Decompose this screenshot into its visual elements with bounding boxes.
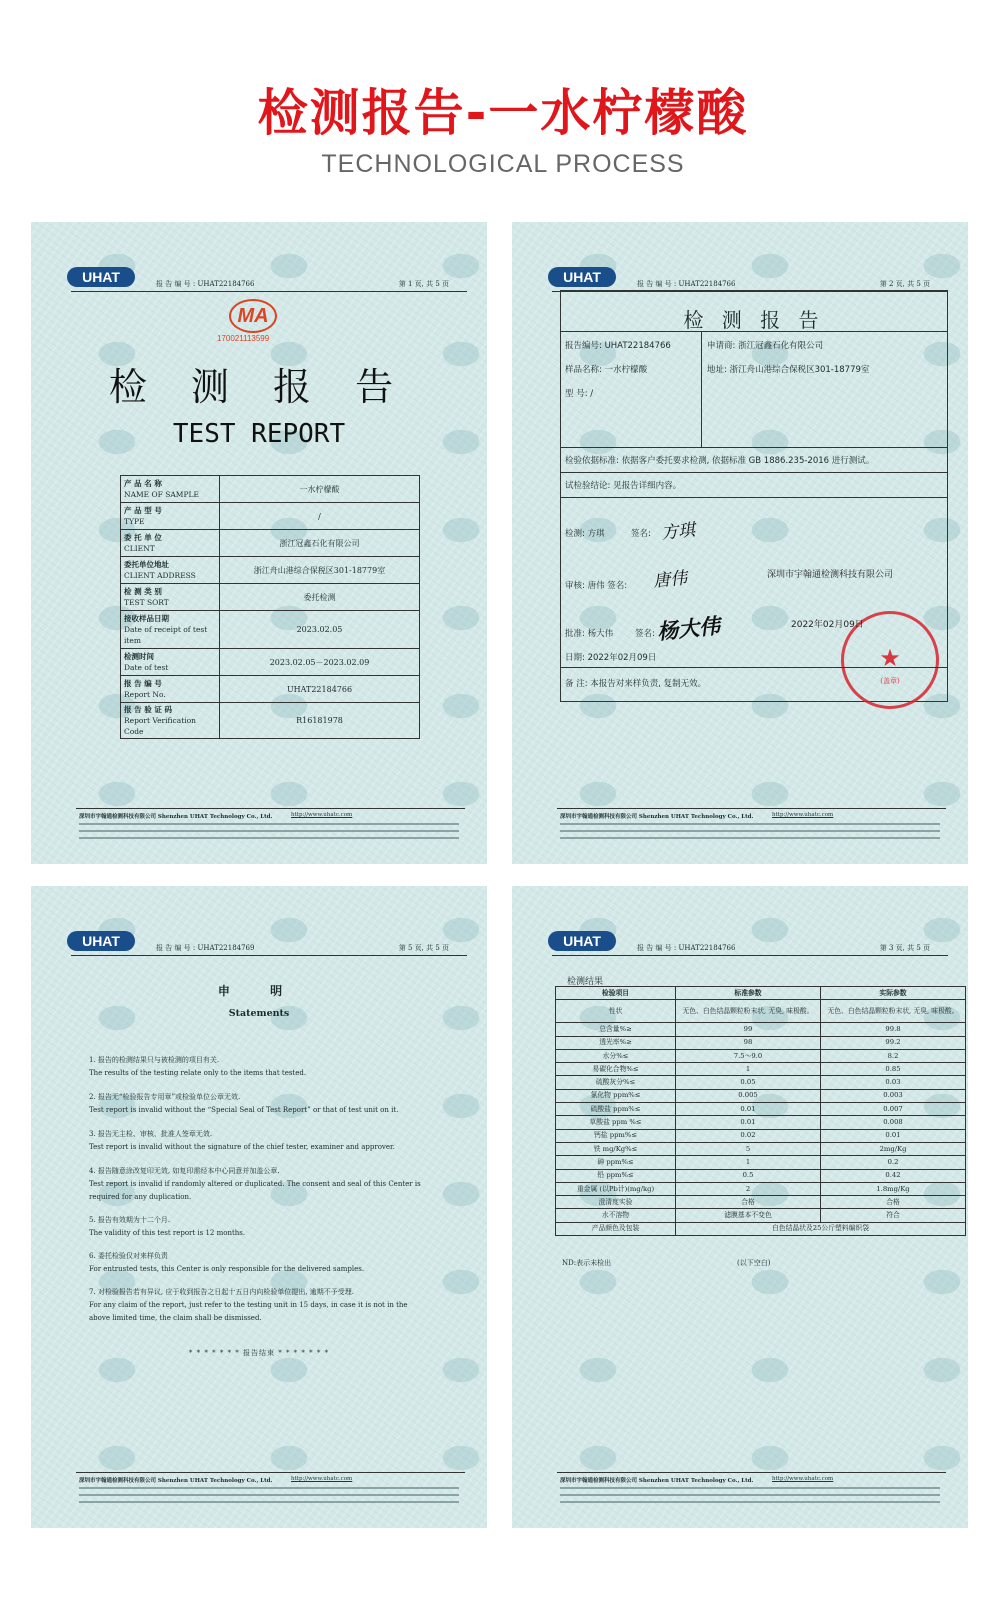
row-label-en: Report No.	[124, 690, 166, 699]
standard-cell: 5	[676, 1142, 821, 1155]
statement-cn: 5. 报告有效期为十二个月.	[89, 1216, 171, 1224]
footer-url: http://www.uhatc.com	[291, 1476, 353, 1482]
page-subtitle: TECHNOLOGICAL PROCESS	[321, 150, 685, 178]
report-end-marker: * * * * * * * 报告结束 * * * * * * *	[188, 1349, 330, 1357]
seal-company: 深圳市宇翰通检测科技有限公司	[767, 570, 894, 580]
divider	[561, 497, 947, 498]
footer-fine-print	[79, 1487, 459, 1489]
table-row	[121, 676, 420, 703]
row-label-cn: 接收样品日期	[124, 614, 169, 623]
item-cell: 硫酸盐 ppm%≤	[556, 1103, 676, 1116]
column-header: 检验项目	[556, 987, 676, 1000]
uhat-badge: UHAT	[67, 931, 135, 951]
footer-fine-print	[560, 823, 940, 825]
item-cell: 澄清度实验	[556, 1196, 676, 1209]
standard-cell: 0.005	[676, 1089, 821, 1102]
actual-cell: 99.2	[821, 1036, 966, 1049]
address-field: 地址: 浙江舟山港综合保税区301-18779室	[707, 365, 870, 375]
uhat-badge: UHAT	[67, 267, 135, 287]
report-statements-page	[31, 886, 487, 1528]
standard-cell: 7.5～9.0	[676, 1049, 821, 1062]
actual-cell: 0.007	[821, 1103, 966, 1116]
statement-en: For entrusted tests, this Center is only responsible for the delivered samples.	[89, 1265, 365, 1273]
row-label-en: CLIENT ADDRESS	[124, 571, 196, 580]
uhat-badge: UHAT	[548, 931, 616, 951]
footer-rule	[557, 808, 946, 809]
table-row	[121, 649, 420, 676]
footer-fine-print	[560, 1487, 940, 1489]
report-number: 报 告 编 号 : UHAT22184766	[637, 944, 736, 952]
seal-date: 2022年02月09日	[791, 620, 864, 630]
row-label-en: Date of test	[124, 663, 169, 672]
row-value: 浙江冠鑫石化有限公司	[220, 530, 420, 557]
actual-cell: 0.01	[821, 1129, 966, 1142]
tester-field: 检测: 方琪	[565, 529, 605, 539]
footer-fine-print	[560, 1494, 940, 1496]
actual-cell: 无色、白色结晶颗粒粉末状, 无臭, 味极酸。	[821, 1000, 966, 1023]
basis-field: 检验依据标准: 依据客户委托要求检测, 依据标准 GB 1886.235-2016 进行测试。	[565, 456, 875, 466]
sample-name-field: 样品名称: 一水柠檬酸	[565, 365, 648, 375]
statement-item	[89, 1054, 429, 1080]
summary-title: 检 测 报 告	[683, 308, 825, 332]
row-label-en: TYPE	[124, 517, 145, 526]
table-row	[556, 1036, 966, 1049]
cover-info-table	[120, 475, 420, 739]
statement-en: For any claim of the report, just refer to the testing unit in 15 days, in case it is not in the above limited time, the claim shall be dismissed.	[89, 1301, 408, 1322]
uhat-badge: UHAT	[548, 267, 616, 287]
merged-value-cell: 白色结晶状及25公斤塑料编织袋	[676, 1222, 966, 1235]
statement-en: Test report is invalid if randomly altered or duplicated. The consent and seal of this Center is required for any duplication.	[89, 1180, 421, 1201]
row-value: 一水柠檬酸	[220, 476, 420, 503]
statement-en: The results of the testing relate only to the items that tested.	[89, 1069, 307, 1077]
table-row	[121, 611, 420, 649]
actual-cell: 2mg/Kg	[821, 1142, 966, 1155]
statement-cn: 4. 报告随意涂改复印无效, 如复印需经本中心同意并加盖公章.	[89, 1167, 280, 1175]
report-no-field: 报告编号: UHAT22184766	[565, 341, 671, 351]
standard-cell: 2	[676, 1182, 821, 1195]
actual-cell: 8.2	[821, 1049, 966, 1062]
standard-cell: 0.5	[676, 1169, 821, 1182]
standard-cell: 0.01	[676, 1116, 821, 1129]
statement-item	[89, 1286, 429, 1325]
table-row	[556, 1169, 966, 1182]
row-label-cn: 产 品 名 称	[124, 479, 162, 488]
table-row	[556, 1076, 966, 1089]
footer-fine-print	[560, 830, 940, 832]
statement-cn: 7. 对检验报告若有异议, 应于收到报告之日起十五日内向检验单位提出, 逾期不予受理.	[89, 1288, 355, 1296]
footer-company: 深圳市宇翰通检测科技有限公司 Shenzhen UHAT Technology Co., Ltd.	[79, 814, 273, 820]
item-cell: 氯化物 ppm%≤	[556, 1089, 676, 1102]
item-cell: 铁 mg/Kg%≤	[556, 1142, 676, 1155]
divider	[561, 472, 947, 473]
row-label-en: TEST SORT	[124, 598, 169, 607]
table-row	[556, 1089, 966, 1102]
row-label-cn: 委 托 单 位	[124, 533, 162, 542]
row-label-cn: 报 告 验 证 码	[124, 705, 172, 714]
footer-fine-print	[79, 830, 459, 832]
table-row	[556, 1142, 966, 1155]
table-row	[121, 584, 420, 611]
approver-field: 批准: 杨大伟	[565, 629, 614, 639]
nd-note: ND:表示未检出	[562, 1259, 612, 1267]
footer-company: 深圳市宇翰通检测科技有限公司 Shenzhen UHAT Technology Co., Ltd.	[79, 1478, 273, 1484]
seal-star-icon: ★	[879, 644, 901, 672]
row-value: 2023.02.05－2023.02.09	[220, 649, 420, 676]
footer-url: http://www.uhatc.com	[772, 812, 834, 818]
blank-below-note: (以下空白)	[737, 1259, 771, 1267]
actual-cell: 0.85	[821, 1063, 966, 1076]
standard-cell: 1	[676, 1156, 821, 1169]
report-cover-page	[31, 222, 487, 864]
table-header-row	[556, 987, 966, 1000]
statement-item	[89, 1250, 429, 1276]
statements-title-en: Statements	[228, 1008, 290, 1019]
header-rule	[71, 955, 467, 956]
column-header: 标准参数	[676, 987, 821, 1000]
divider	[561, 447, 947, 448]
row-value: 委托检测	[220, 584, 420, 611]
standard-cell: 98	[676, 1036, 821, 1049]
item-cell: 总含量%≥	[556, 1023, 676, 1036]
footer-fine-print	[560, 837, 940, 839]
date-field: 日期: 2022年02月09日	[565, 653, 657, 663]
row-label-en: Date of receipt of test item	[124, 625, 208, 645]
statement-en: Test report is invalid without the signature of the chief tester, examiner and approver.	[89, 1143, 395, 1151]
tester-signature: 方琪	[660, 520, 697, 544]
row-label-cn: 产 品 型 号	[124, 506, 162, 515]
row-value: 浙江舟山港综合保税区301-18779室	[220, 557, 420, 584]
item-cell: 性状	[556, 1000, 676, 1023]
cma-number: 170021113599	[217, 334, 270, 343]
tester-sign-label: 签名:	[631, 529, 651, 539]
seal-sub-label: (盖章)	[880, 677, 900, 685]
item-cell: 砷 ppm%≤	[556, 1156, 676, 1169]
report-number: 报 告 编 号 : UHAT22184769	[156, 944, 255, 952]
statement-item	[89, 1214, 429, 1240]
actual-cell: 0.008	[821, 1116, 966, 1129]
footer-rule	[557, 1472, 946, 1473]
row-value: R16181978	[220, 703, 420, 739]
report-summary-page	[512, 222, 968, 864]
footer-url: http://www.uhatc.com	[291, 812, 353, 818]
statements-title-cn: 申 明	[217, 984, 301, 998]
table-row	[121, 530, 420, 557]
item-cell: 产品颜色及包装	[556, 1222, 676, 1235]
statement-cn: 2. 报告无“检验报告专用章”或检验单位公章无效.	[89, 1093, 241, 1101]
standard-cell: 合格	[676, 1196, 821, 1209]
footer-fine-print	[79, 1494, 459, 1496]
item-cell: 钙盐 ppm%≤	[556, 1129, 676, 1142]
table-row	[121, 503, 420, 530]
report-results-page	[512, 886, 968, 1528]
row-value: /	[220, 503, 420, 530]
statement-item	[89, 1091, 429, 1117]
footer-fine-print	[79, 1501, 459, 1503]
row-label-en: CLIENT	[124, 544, 155, 553]
table-row	[556, 1023, 966, 1036]
header-rule	[71, 291, 467, 292]
standard-cell: 滤膜基本不变色	[676, 1209, 821, 1222]
report-number: 报 告 编 号 : UHAT22184766	[637, 280, 736, 288]
approver-sign-label: 签名:	[635, 629, 655, 639]
item-cell: 水不溶物	[556, 1209, 676, 1222]
statement-cn: 3. 报告无主检、审核、批准人签章无效.	[89, 1130, 213, 1138]
actual-cell: 合格	[821, 1196, 966, 1209]
summary-box	[560, 290, 948, 702]
statement-item	[89, 1128, 429, 1154]
standard-cell: 0.01	[676, 1103, 821, 1116]
row-value: 2023.02.05	[220, 611, 420, 649]
standard-cell: 0.05	[676, 1076, 821, 1089]
reviewer-signature: 唐伟	[652, 568, 689, 592]
actual-cell: 0.42	[821, 1169, 966, 1182]
item-cell: 草酸盐 ppm %≤	[556, 1116, 676, 1129]
page-number: 第 2 页, 共 5 页	[879, 280, 930, 288]
table-row	[556, 1182, 966, 1195]
actual-cell: 0.003	[821, 1089, 966, 1102]
row-value: UHAT22184766	[220, 676, 420, 703]
cover-title-en: TEST REPORT	[172, 419, 346, 449]
cover-title-cn: 检 测 报 告	[108, 365, 410, 409]
standard-cell: 99	[676, 1023, 821, 1036]
footer-rule	[76, 808, 465, 809]
item-cell: 铅 ppm%≤	[556, 1169, 676, 1182]
page-number: 第 3 页, 共 5 页	[879, 944, 930, 952]
approver-signature: 杨大伟	[655, 612, 722, 645]
note-field: 备 注: 本报告对来样负责, 复制无效。	[565, 679, 707, 689]
actual-cell: 符合	[821, 1209, 966, 1222]
standard-cell: 1	[676, 1063, 821, 1076]
table-row	[556, 1103, 966, 1116]
actual-cell: 1.8mg/Kg	[821, 1182, 966, 1195]
page-title: 检测报告-一水柠檬酸	[257, 84, 749, 142]
page-number: 第 1 页, 共 5 页	[398, 280, 449, 288]
statement-cn: 6. 委托检验仅对来样负责	[89, 1252, 168, 1260]
standard-cell: 无色、白色结晶颗粒粉末状, 无臭, 味极酸。	[676, 1000, 821, 1023]
actual-cell: 99.8	[821, 1023, 966, 1036]
statement-cn: 1. 报告的检测结果只与被检测的项目有关.	[89, 1056, 220, 1064]
applicant-field: 申请商: 浙江冠鑫石化有限公司	[707, 341, 824, 351]
row-label-cn: 委托单位地址	[124, 560, 169, 569]
footer-fine-print	[79, 837, 459, 839]
table-row	[556, 1049, 966, 1062]
page-number: 第 5 页, 共 5 页	[398, 944, 449, 952]
divider	[561, 667, 947, 668]
table-row	[556, 1000, 966, 1023]
table-row	[121, 557, 420, 584]
footer-company: 深圳市宇翰通检测科技有限公司 Shenzhen UHAT Technology Co., Ltd.	[560, 1478, 754, 1484]
table-row	[556, 1209, 966, 1222]
table-row	[556, 1156, 966, 1169]
table-row	[556, 1222, 966, 1235]
statement-en: The validity of this test report is 12 months.	[89, 1229, 246, 1237]
standard-cell: 0.02	[676, 1129, 821, 1142]
item-cell: 水分%≤	[556, 1049, 676, 1062]
footer-url: http://www.uhatc.com	[772, 1476, 834, 1482]
item-cell: 硫酸灰分%≤	[556, 1076, 676, 1089]
footer-fine-print	[560, 1501, 940, 1503]
model-field: 型 号: /	[565, 389, 594, 399]
reviewer-field: 审核: 唐伟 签名:	[565, 581, 628, 591]
item-cell: 易碳化合物%≤	[556, 1063, 676, 1076]
actual-cell: 0.2	[821, 1156, 966, 1169]
results-section-label: 检测结果	[567, 977, 604, 987]
row-label-en: Report Verification Code	[124, 716, 196, 736]
column-header: 实际参数	[821, 987, 966, 1000]
item-cell: 透光率%≥	[556, 1036, 676, 1049]
table-row	[556, 1116, 966, 1129]
table-row	[121, 476, 420, 503]
report-number: 报 告 编 号 : UHAT22184766	[156, 280, 255, 288]
footer-company: 深圳市宇翰通检测科技有限公司 Shenzhen UHAT Technology Co., Ltd.	[560, 814, 754, 820]
table-row	[121, 703, 420, 739]
header-rule	[552, 955, 948, 956]
actual-cell: 0.03	[821, 1076, 966, 1089]
divider	[561, 331, 947, 332]
results-table	[555, 986, 966, 1236]
statement-item	[89, 1165, 429, 1204]
divider-vertical	[701, 331, 702, 447]
cma-logo-icon: MA	[229, 299, 277, 333]
table-row	[556, 1196, 966, 1209]
item-cell: 重金属 (以Pb计)(mg/kg)	[556, 1182, 676, 1195]
row-label-en: NAME OF SAMPLE	[124, 490, 199, 499]
row-label-cn: 报 告 编 号	[124, 679, 162, 688]
table-row	[556, 1129, 966, 1142]
row-label-cn: 检 测 类 别	[124, 587, 162, 596]
conclusion-field: 试检验结论: 见报告详细内容。	[565, 481, 682, 491]
footer-fine-print	[79, 823, 459, 825]
statement-en: Test report is invalid without the “Special Seal of Test Report” or that of test unit on it.	[89, 1106, 399, 1114]
footer-rule	[76, 1472, 465, 1473]
table-row	[556, 1063, 966, 1076]
row-label-cn: 检测时间	[124, 652, 154, 661]
